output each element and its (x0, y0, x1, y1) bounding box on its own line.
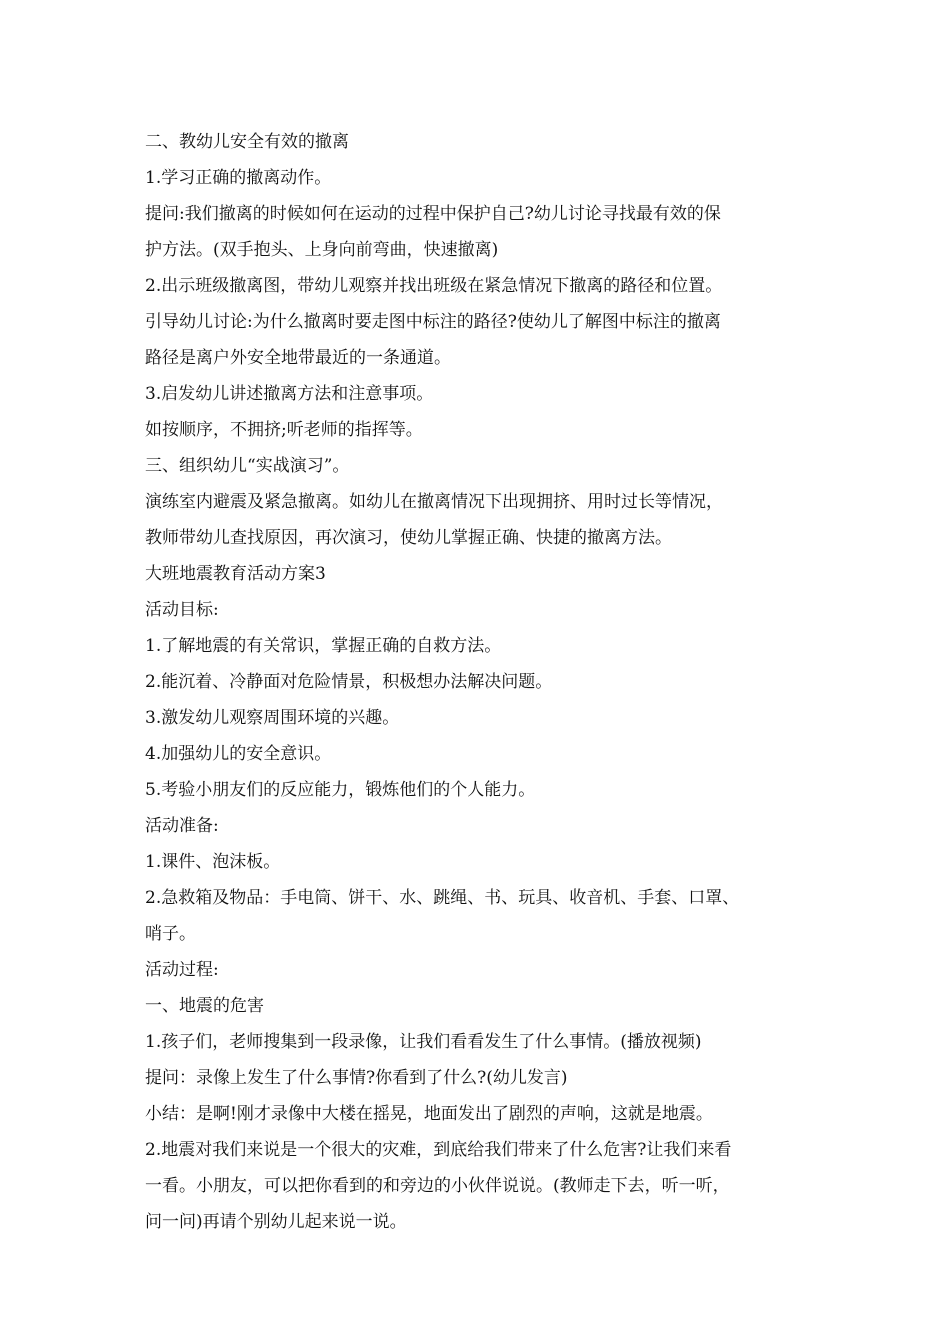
list-item: 2.急救箱及物品：手电筒、饼干、水、跳绳、书、玩具、收音机、手套、口罩、 (145, 888, 740, 908)
text-line: 提问：录像上发生了什么事情?你看到了什么?(幼儿发言) (145, 1068, 568, 1088)
text-line: 3.启发幼儿讲述撤离方法和注意事项。 (145, 384, 434, 404)
text-line: 护方法。(双手抱头、上身向前弯曲，快速撤离) (145, 240, 499, 260)
text-line: 提问:我们撤离的时候如何在运动的过程中保护自己?幼儿讨论寻找最有效的保 (145, 204, 721, 224)
text-line: 教师带幼儿查找原因，再次演习，使幼儿掌握正确、快捷的撤离方法。 (145, 528, 672, 548)
subheading-preparation: 活动准备: (145, 816, 219, 836)
text-line: 2.出示班级撤离图，带幼儿观察并找出班级在紧急情况下撤离的路径和位置。 (145, 276, 723, 296)
plan-title: 大班地震教育活动方案3 (145, 564, 326, 584)
list-item: 1.了解地震的有关常识，掌握正确的自救方法。 (145, 636, 502, 656)
text-line: 如按顺序，不拥挤;听老师的指挥等。 (145, 420, 423, 440)
subheading-goals: 活动目标: (145, 600, 219, 620)
text-line: 小结：是啊!刚才录像中大楼在摇晃，地面发出了剧烈的声响，这就是地震。 (145, 1104, 713, 1124)
list-item: 1.课件、泡沫板。 (145, 852, 281, 872)
subheading-process: 活动过程: (145, 960, 219, 980)
text-line: 2.地震对我们来说是一个很大的灾难，到底给我们带来了什么危害?让我们来看 (145, 1140, 732, 1160)
section-heading-drill: 三、组织幼儿“实战演习”。 (145, 456, 350, 476)
list-item: 5.考验小朋友们的反应能力，锻炼他们的个人能力。 (145, 780, 536, 800)
list-item: 3.激发幼儿观察周围环境的兴趣。 (145, 708, 400, 728)
text-line: 演练室内避震及紧急撤离。如幼儿在撤离情况下出现拥挤、用时过长等情况， (145, 492, 723, 512)
section-heading-evacuation: 二、教幼儿安全有效的撤离 (145, 132, 349, 152)
text-line: 哨子。 (145, 924, 196, 944)
text-line: 一看。小朋友，可以把你看到的和旁边的小伙伴说说。(教师走下去，听一听， (145, 1176, 730, 1196)
list-item: 2.能沉着、冷静面对危险情景，积极想办法解决问题。 (145, 672, 553, 692)
text-line: 路径是离户外安全地带最近的一条通道。 (145, 348, 451, 368)
text-line: 问一问)再请个别幼儿起来说一说。 (145, 1212, 407, 1232)
text-line: 1.学习正确的撤离动作。 (145, 168, 332, 188)
text-line: 1.孩子们，老师搜集到一段录像，让我们看看发生了什么事情。(播放视频) (145, 1032, 702, 1052)
document-body (145, 124, 835, 1240)
section-heading-hazards: 一、地震的危害 (145, 996, 264, 1016)
list-item: 4.加强幼儿的安全意识。 (145, 744, 332, 764)
text-line: 引导幼儿讨论:为什么撤离时要走图中标注的路径?使幼儿了解图中标注的撤离 (145, 312, 721, 332)
